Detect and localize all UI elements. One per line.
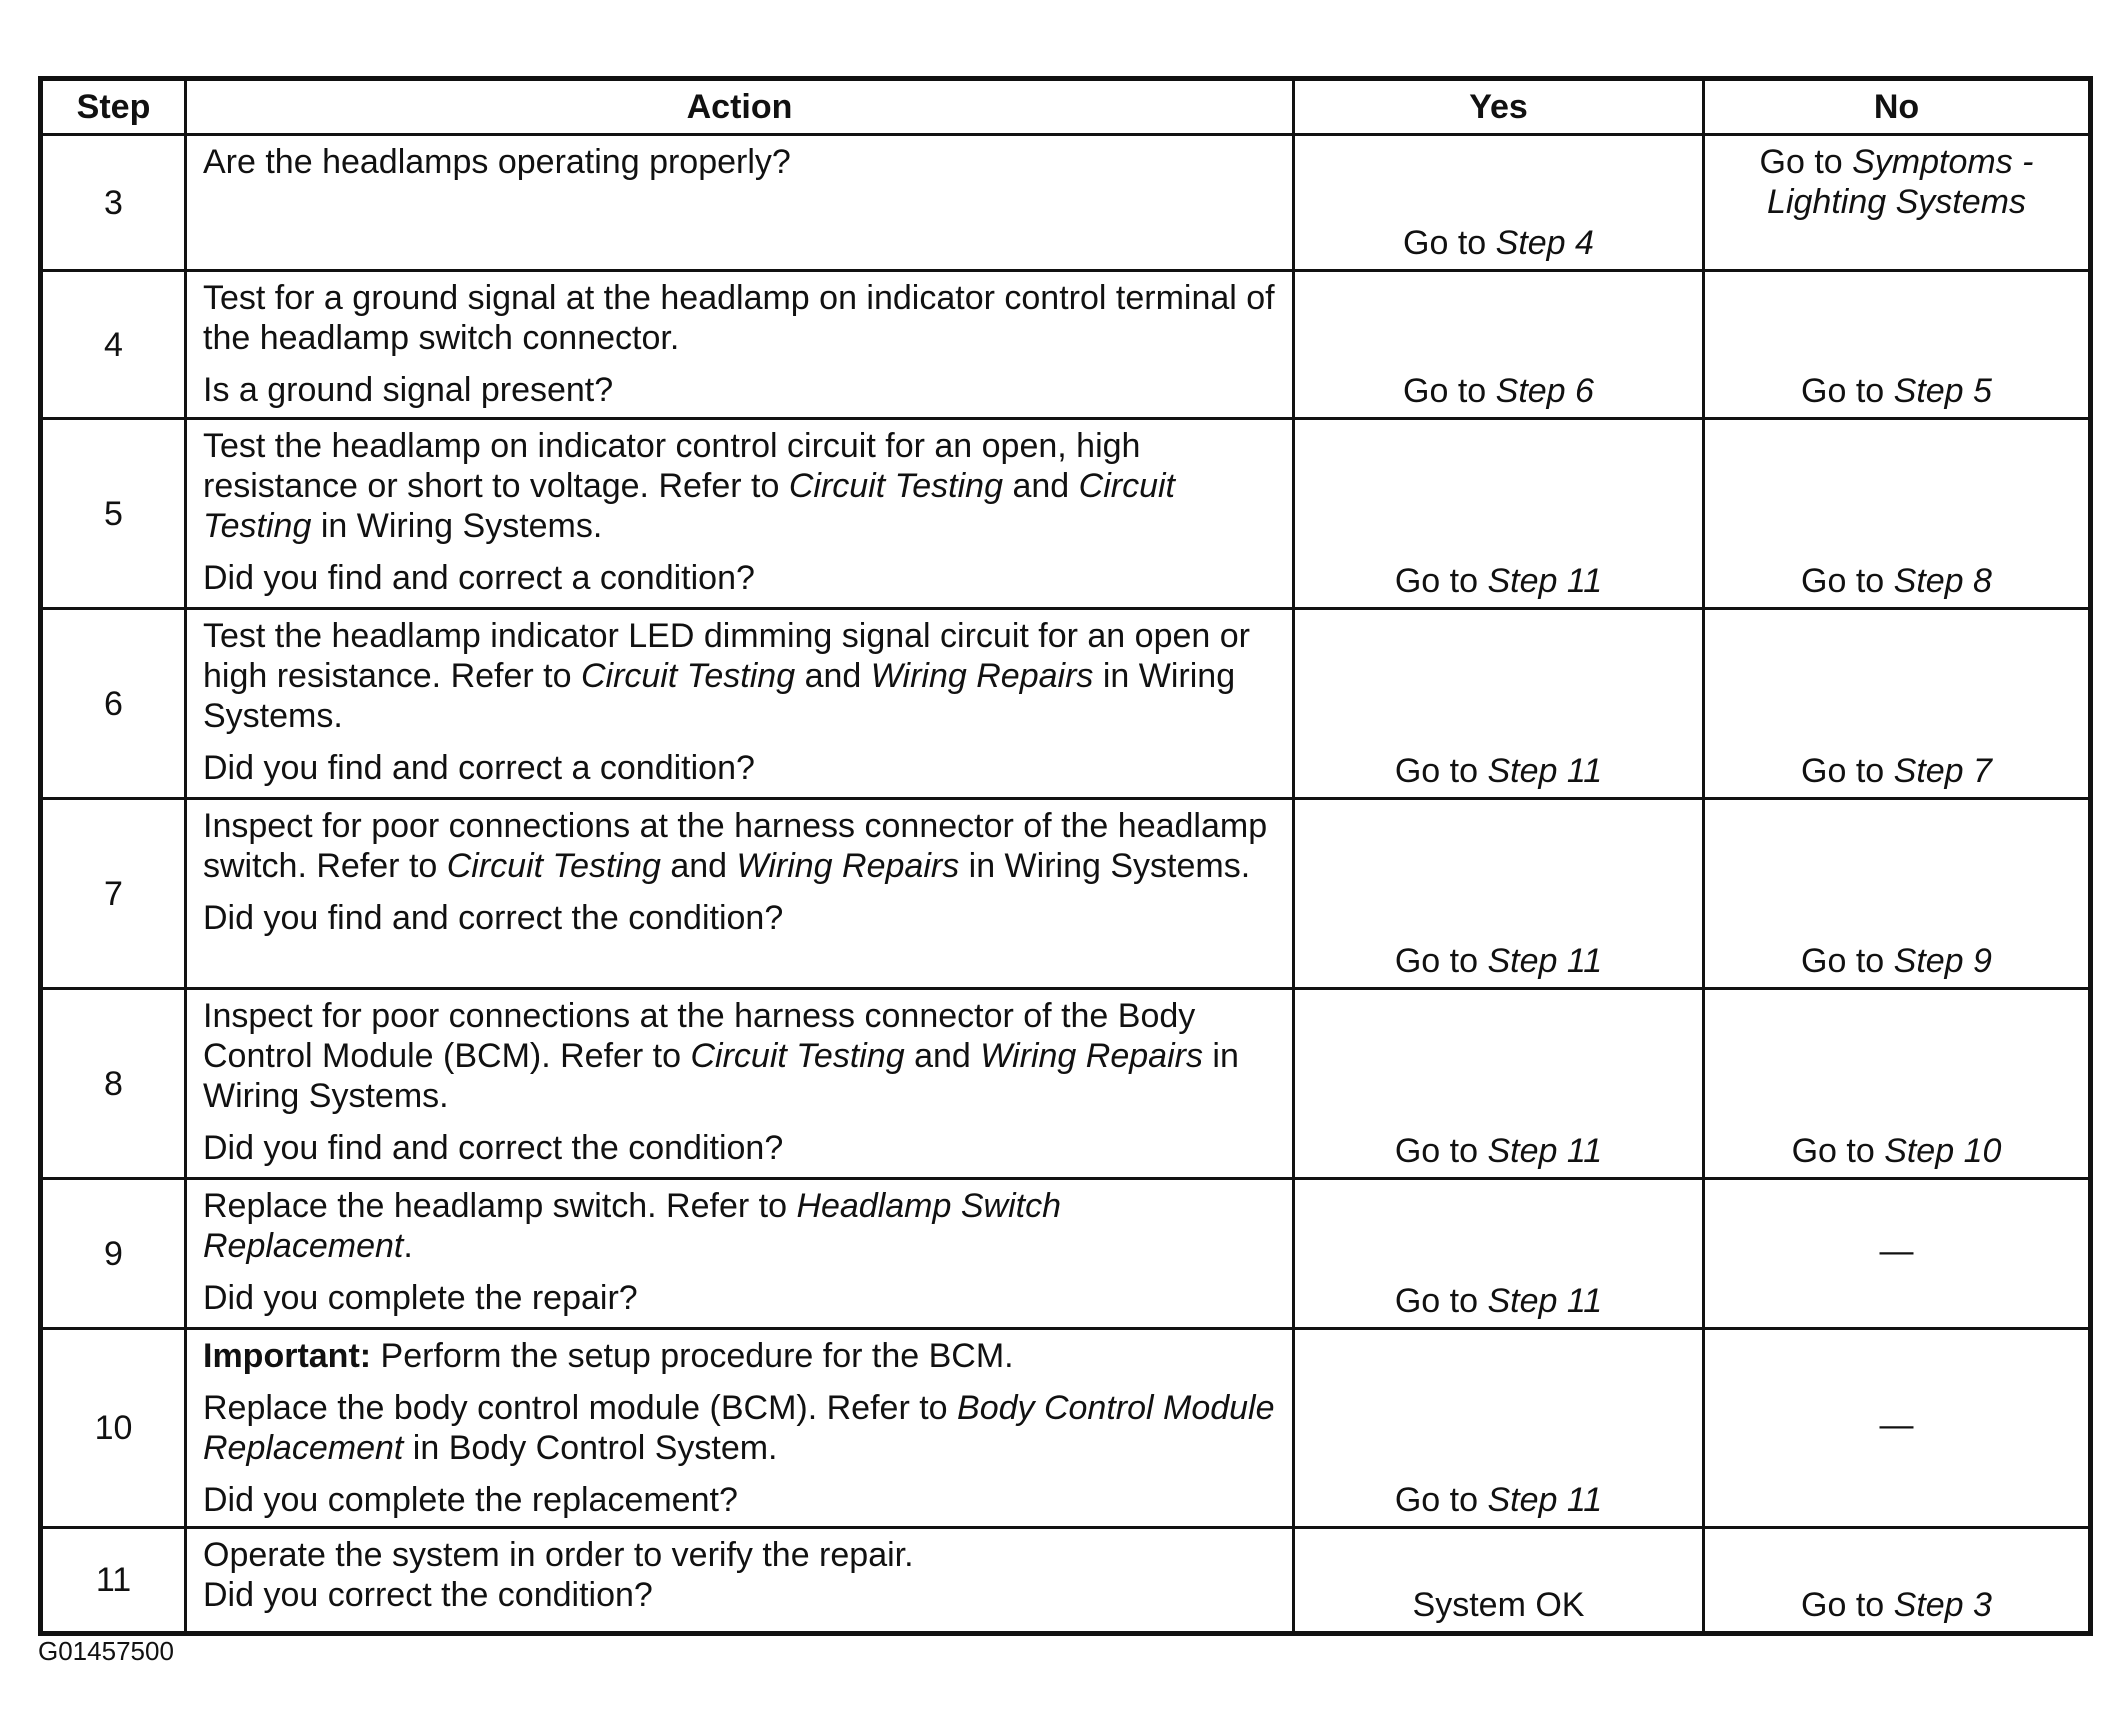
- yes-run: Step 11: [1487, 1132, 1603, 1170]
- no-run: Go to: [1801, 372, 1894, 410]
- action-run: Test for a ground signal at the headlamp on indicator control terminal of the headlamp switch connector.: [203, 279, 1275, 357]
- action-run: Perform the setup procedure for the BCM.: [371, 1337, 1014, 1375]
- step-number: 6: [41, 609, 186, 799]
- no-run: Step 3: [1893, 1586, 1992, 1624]
- action-cell: [186, 1329, 1294, 1528]
- action-run: in Wiring Systems.: [311, 507, 603, 545]
- yes-run: Step 4: [1495, 224, 1594, 262]
- action-run: Did you complete the repair?: [203, 1279, 638, 1317]
- no-run: Step 7: [1893, 752, 1992, 790]
- header-step: Step: [41, 79, 186, 135]
- action-run: Operate the system in order to verify the repair.: [203, 1536, 914, 1574]
- table-row: [41, 419, 2091, 609]
- yes-cell: [1294, 1528, 1704, 1634]
- step-number: 3: [41, 135, 186, 271]
- action-paragraph: [203, 1388, 1278, 1468]
- no-run: Go to: [1801, 752, 1894, 790]
- no-run: Symptoms - Lighting Systems: [1767, 143, 2034, 221]
- action-run: in Wiring Systems.: [203, 657, 1236, 735]
- action-paragraph: [203, 806, 1278, 886]
- action-cell: [186, 799, 1294, 989]
- step-number: 10: [41, 1329, 186, 1528]
- action-run: Wiring Repairs: [736, 847, 960, 885]
- action-run: Headlamp Switch Replacement: [203, 1187, 1061, 1265]
- action-run: Circuit Testing: [580, 657, 796, 695]
- action-cell: [186, 419, 1294, 609]
- yes-cell: [1294, 989, 1704, 1179]
- action-paragraph: [203, 1575, 1278, 1615]
- action-paragraph: [203, 558, 1278, 598]
- yes-run: Step 11: [1487, 942, 1603, 980]
- yes-run: Step 11: [1487, 562, 1603, 600]
- yes-run: Go to: [1394, 942, 1488, 980]
- no-cell: [1704, 1329, 2091, 1528]
- action-run: Circuit Testing: [788, 467, 1004, 505]
- action-run: Important:: [203, 1337, 372, 1375]
- step-number: 7: [41, 799, 186, 989]
- yes-run: Go to: [1394, 1481, 1488, 1519]
- yes-cell: [1294, 609, 1704, 799]
- header-yes: Yes: [1294, 79, 1704, 135]
- no-run: Step 5: [1893, 372, 1992, 410]
- no-run: Go to: [1801, 1586, 1894, 1624]
- action-run: Inspect for poor connections at the harness connector of the headlamp switch. Refer to: [203, 807, 1268, 885]
- no-run: —: [1879, 1406, 1914, 1444]
- action-cell: [186, 609, 1294, 799]
- action-paragraph: [203, 898, 1278, 938]
- action-paragraph: [203, 1128, 1278, 1168]
- yes-run: Go to: [1394, 1282, 1488, 1320]
- action-run: and: [1003, 467, 1079, 505]
- action-cell: [186, 1528, 1294, 1634]
- action-run: Did you find and correct a condition?: [203, 749, 755, 787]
- step-number: 8: [41, 989, 186, 1179]
- action-cell: [186, 1179, 1294, 1329]
- table-row: [41, 135, 2091, 271]
- header-row: [41, 79, 2091, 135]
- no-cell: [1704, 609, 2091, 799]
- yes-run: Step 11: [1487, 1282, 1603, 1320]
- no-run: Step 9: [1893, 942, 1992, 980]
- action-paragraph: [203, 426, 1278, 546]
- action-run: Circuit Testing: [446, 847, 661, 885]
- action-run: Replace the headlamp switch. Refer to: [203, 1187, 797, 1225]
- no-cell: [1704, 135, 2091, 271]
- action-run: Wiring Repairs: [870, 657, 1094, 695]
- action-paragraph: [203, 278, 1278, 358]
- no-run: —: [1879, 1231, 1914, 1270]
- table-row: [41, 1329, 2091, 1528]
- step-number: 5: [41, 419, 186, 609]
- action-paragraph: [203, 1535, 1278, 1575]
- no-run: Go to: [1801, 942, 1894, 980]
- yes-run: Go to: [1394, 1132, 1488, 1170]
- action-run: in Wiring Systems.: [959, 847, 1251, 885]
- action-run: Wiring Repairs: [980, 1037, 1203, 1075]
- action-run: in Wiring Systems.: [203, 1037, 1239, 1115]
- action-run: Is a ground signal present?: [203, 371, 614, 409]
- action-paragraph: [203, 996, 1278, 1116]
- action-paragraph: [203, 1480, 1278, 1520]
- action-run: Circuit Testing: [690, 1037, 905, 1075]
- yes-cell: [1294, 799, 1704, 989]
- header-no: No: [1704, 79, 2091, 135]
- action-paragraph: [203, 748, 1278, 788]
- no-cell: [1704, 799, 2091, 989]
- yes-run: Step 11: [1487, 752, 1603, 790]
- action-run: and: [795, 657, 871, 695]
- yes-run: Step 11: [1487, 1481, 1603, 1519]
- action-run: Did you find and correct a condition?: [203, 559, 755, 597]
- step-number: 4: [41, 271, 186, 419]
- yes-run: Step 6: [1495, 372, 1594, 410]
- action-run: Circuit Testing: [203, 467, 1175, 545]
- yes-cell: [1294, 271, 1704, 419]
- no-cell: [1704, 271, 2091, 419]
- action-run: Test the headlamp indicator LED dimming signal circuit for an open or high resistance. Refer to: [203, 617, 1250, 695]
- action-paragraph: [203, 370, 1278, 410]
- action-run: Did you complete the replacement?: [203, 1481, 738, 1519]
- table-row: [41, 799, 2091, 989]
- yes-run: Go to: [1403, 372, 1496, 410]
- diagnostic-table: [38, 76, 2093, 1636]
- no-run: Go to: [1759, 143, 1853, 181]
- yes-cell: [1294, 1179, 1704, 1329]
- table-row: [41, 989, 2091, 1179]
- table-row: [41, 271, 2091, 419]
- no-cell: [1704, 1528, 2091, 1634]
- yes-run: Go to: [1394, 562, 1488, 600]
- no-run: Go to: [1801, 562, 1894, 600]
- action-cell: [186, 135, 1294, 271]
- no-run: Step 8: [1893, 562, 1992, 600]
- yes-run: Go to: [1394, 752, 1488, 790]
- action-paragraph: [203, 1278, 1278, 1318]
- no-run: Step 10: [1884, 1132, 2002, 1170]
- action-run: .: [403, 1227, 413, 1265]
- action-paragraph: [203, 1186, 1278, 1266]
- step-number: 11: [41, 1528, 186, 1634]
- yes-cell: [1294, 1329, 1704, 1528]
- no-run: Go to: [1791, 1132, 1885, 1170]
- yes-cell: [1294, 419, 1704, 609]
- figure-code: G01457500: [38, 1636, 174, 1666]
- yes-run: System OK: [1412, 1586, 1585, 1624]
- step-number: 9: [41, 1179, 186, 1329]
- action-paragraph: [203, 142, 1278, 182]
- action-cell: [186, 989, 1294, 1179]
- action-run: Replace the body control module (BCM). Refer to: [203, 1389, 958, 1427]
- action-run: Body Control Module Replacement: [203, 1389, 1275, 1467]
- action-run: Inspect for poor connections at the harness connector of the Body Control Module (BCM). Refer to: [203, 997, 1196, 1075]
- header-action: Action: [186, 79, 1294, 135]
- action-run: and: [660, 847, 737, 885]
- table-row: [41, 609, 2091, 799]
- yes-cell: [1294, 135, 1704, 271]
- action-run: Test the headlamp on indicator control circuit for an open, high resistance or short to voltage. Refer to: [203, 427, 1141, 505]
- action-run: Are the headlamps operating properly?: [203, 143, 791, 181]
- action-run: in Body Control System.: [403, 1429, 778, 1467]
- table-row: [41, 1179, 2091, 1329]
- no-cell: [1704, 1179, 2091, 1329]
- table-body: [41, 135, 2091, 1634]
- action-cell: [186, 271, 1294, 419]
- table-row: [41, 1528, 2091, 1634]
- no-cell: [1704, 989, 2091, 1179]
- action-run: and: [904, 1037, 981, 1075]
- action-paragraph: [203, 1336, 1278, 1376]
- action-run: Did you find and correct the condition?: [203, 1129, 784, 1167]
- action-run: Did you correct the condition?: [203, 1576, 653, 1614]
- action-run: Did you find and correct the condition?: [203, 899, 784, 937]
- action-paragraph: [203, 616, 1278, 736]
- no-cell: [1704, 419, 2091, 609]
- yes-run: Go to: [1403, 224, 1496, 262]
